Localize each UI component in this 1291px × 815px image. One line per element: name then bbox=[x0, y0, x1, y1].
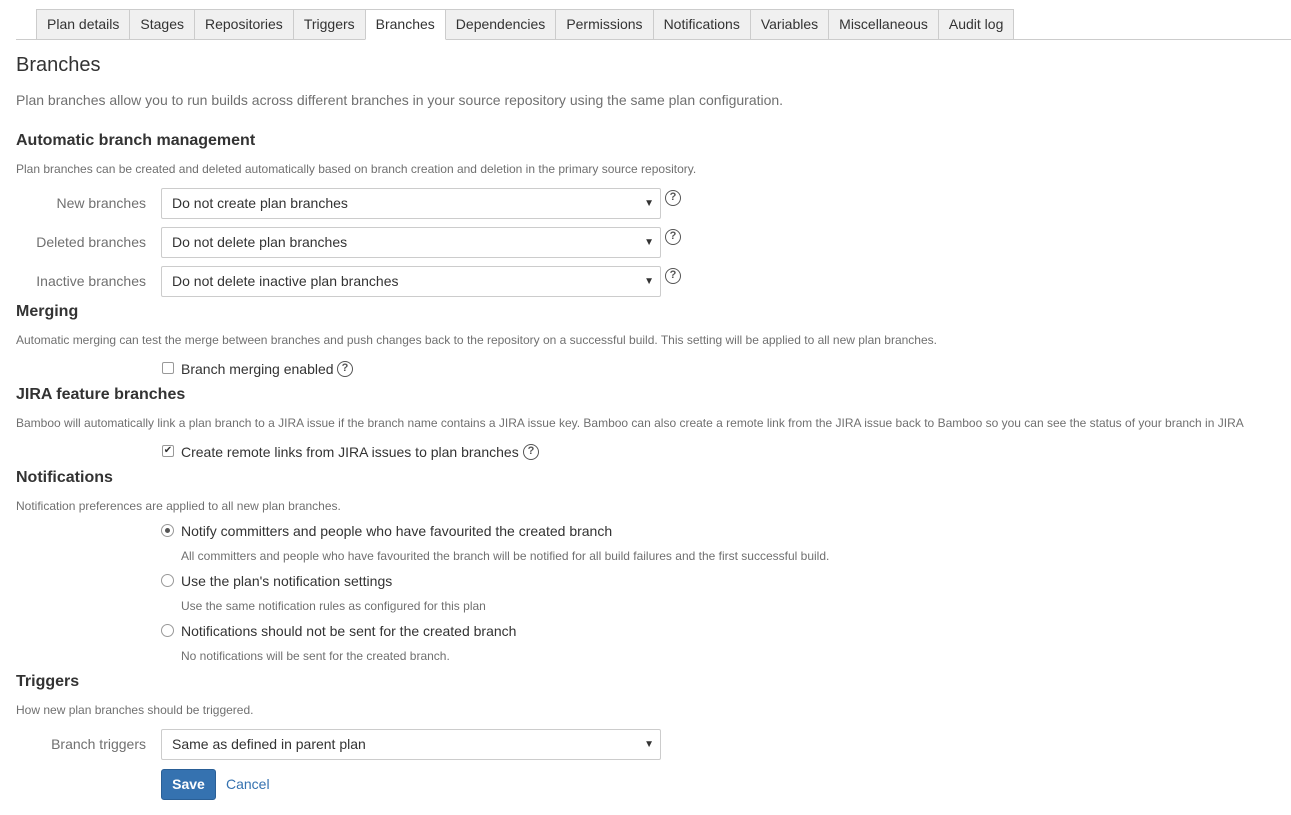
tab-permissions[interactable]: Permissions bbox=[555, 9, 653, 40]
plan-notification-label[interactable]: Use the plan's notification settings bbox=[181, 573, 393, 589]
tab-miscellaneous[interactable]: Miscellaneous bbox=[828, 9, 939, 40]
tab-notifications[interactable]: Notifications bbox=[653, 9, 751, 40]
inactive-branches-label: Inactive branches bbox=[36, 273, 146, 289]
notifications-desc: Notification preferences are applied to all new plan branches. bbox=[16, 499, 341, 513]
branch-triggers-select[interactable] bbox=[161, 729, 661, 760]
merging-desc: Automatic merging can test the merge between branches and push changes back to the repository on a successful build. This setting will be applied to all new plan branches. bbox=[16, 333, 937, 347]
chevron-down-icon: ▼ bbox=[644, 739, 654, 750]
notify-committers-label[interactable]: Notify committers and people who have favourited the created branch bbox=[181, 523, 613, 539]
auto-branch-heading: Automatic branch management bbox=[16, 132, 256, 149]
tab-stages[interactable]: Stages bbox=[129, 9, 195, 40]
chevron-down-icon: ▼ bbox=[644, 237, 654, 248]
deleted-branches-select[interactable] bbox=[161, 227, 661, 258]
tab-dependencies[interactable]: Dependencies bbox=[445, 9, 557, 40]
jira-heading: JIRA feature branches bbox=[16, 386, 186, 403]
tab-triggers[interactable]: Triggers bbox=[293, 9, 366, 40]
jira-remote-links-checkbox[interactable] bbox=[162, 445, 174, 457]
deleted-branches-label: Deleted branches bbox=[36, 234, 146, 250]
no-notification-label[interactable]: Notifications should not be sent for the created branch bbox=[181, 623, 517, 639]
merging-heading: Merging bbox=[16, 303, 79, 320]
config-tabs bbox=[36, 9, 1013, 40]
plan-notification-desc: Use the same notification rules as configured for this plan bbox=[181, 599, 486, 613]
tab-branches[interactable]: Branches bbox=[365, 9, 446, 40]
jira-desc: Bamboo will automatically link a plan branch to a JIRA issue if the branch name contains a JIRA issue key. Bamboo can also create a remote link from the JIRA issue back to Bamboo so you can see the status of your branch in JIRA bbox=[16, 416, 1244, 430]
notify-committers-desc: All committers and people who have favourited the branch will be notified for all build failures and the first successful build. bbox=[181, 549, 830, 563]
tab-audit-log[interactable]: Audit log bbox=[938, 9, 1014, 40]
help-icon[interactable]: ? bbox=[665, 190, 681, 206]
cancel-link[interactable]: Cancel bbox=[226, 776, 270, 792]
inactive-branches-value: Do not delete inactive plan branches bbox=[172, 273, 399, 289]
tab-repositories[interactable]: Repositories bbox=[194, 9, 294, 40]
plan-notification-radio[interactable] bbox=[161, 574, 174, 587]
branch-triggers-label: Branch triggers bbox=[51, 736, 146, 752]
no-notification-desc: No notifications will be sent for the created branch. bbox=[181, 649, 450, 663]
notify-committers-radio[interactable] bbox=[161, 524, 174, 537]
triggers-heading: Triggers bbox=[16, 673, 80, 690]
deleted-branches-value: Do not delete plan branches bbox=[172, 234, 348, 250]
new-branches-label: New branches bbox=[56, 195, 146, 211]
page-intro: Plan branches allow you to run builds across different branches in your source repository using the same plan configuration. bbox=[16, 92, 784, 108]
help-icon[interactable]: ? bbox=[665, 229, 681, 245]
no-notification-radio[interactable] bbox=[161, 624, 174, 637]
page-title: Branches bbox=[16, 54, 101, 76]
auto-branch-desc: Plan branches can be created and deleted automatically based on branch creation and deletion in the primary source repository. bbox=[16, 162, 697, 176]
help-icon[interactable]: ? bbox=[665, 268, 681, 284]
tab-plan-details[interactable]: Plan details bbox=[36, 9, 130, 40]
triggers-desc: How new plan branches should be triggered. bbox=[16, 703, 254, 717]
help-icon[interactable]: ? bbox=[523, 444, 539, 460]
chevron-down-icon: ▼ bbox=[644, 198, 654, 209]
branch-merging-label[interactable]: Branch merging enabled bbox=[181, 361, 334, 377]
save-button[interactable]: Save bbox=[161, 769, 216, 800]
new-branches-value: Do not create plan branches bbox=[172, 195, 348, 211]
help-icon[interactable]: ? bbox=[337, 361, 353, 377]
tab-variables[interactable]: Variables bbox=[750, 9, 829, 40]
branch-triggers-value: Same as defined in parent plan bbox=[172, 736, 366, 752]
jira-remote-links-label[interactable]: Create remote links from JIRA issues to plan branches bbox=[181, 444, 519, 460]
chevron-down-icon: ▼ bbox=[644, 276, 654, 287]
notifications-heading: Notifications bbox=[16, 469, 113, 486]
checkmark-icon: ✔ bbox=[163, 445, 173, 456]
branch-merging-checkbox[interactable] bbox=[162, 362, 174, 374]
new-branches-select[interactable] bbox=[161, 188, 661, 219]
inactive-branches-select[interactable] bbox=[161, 266, 661, 297]
